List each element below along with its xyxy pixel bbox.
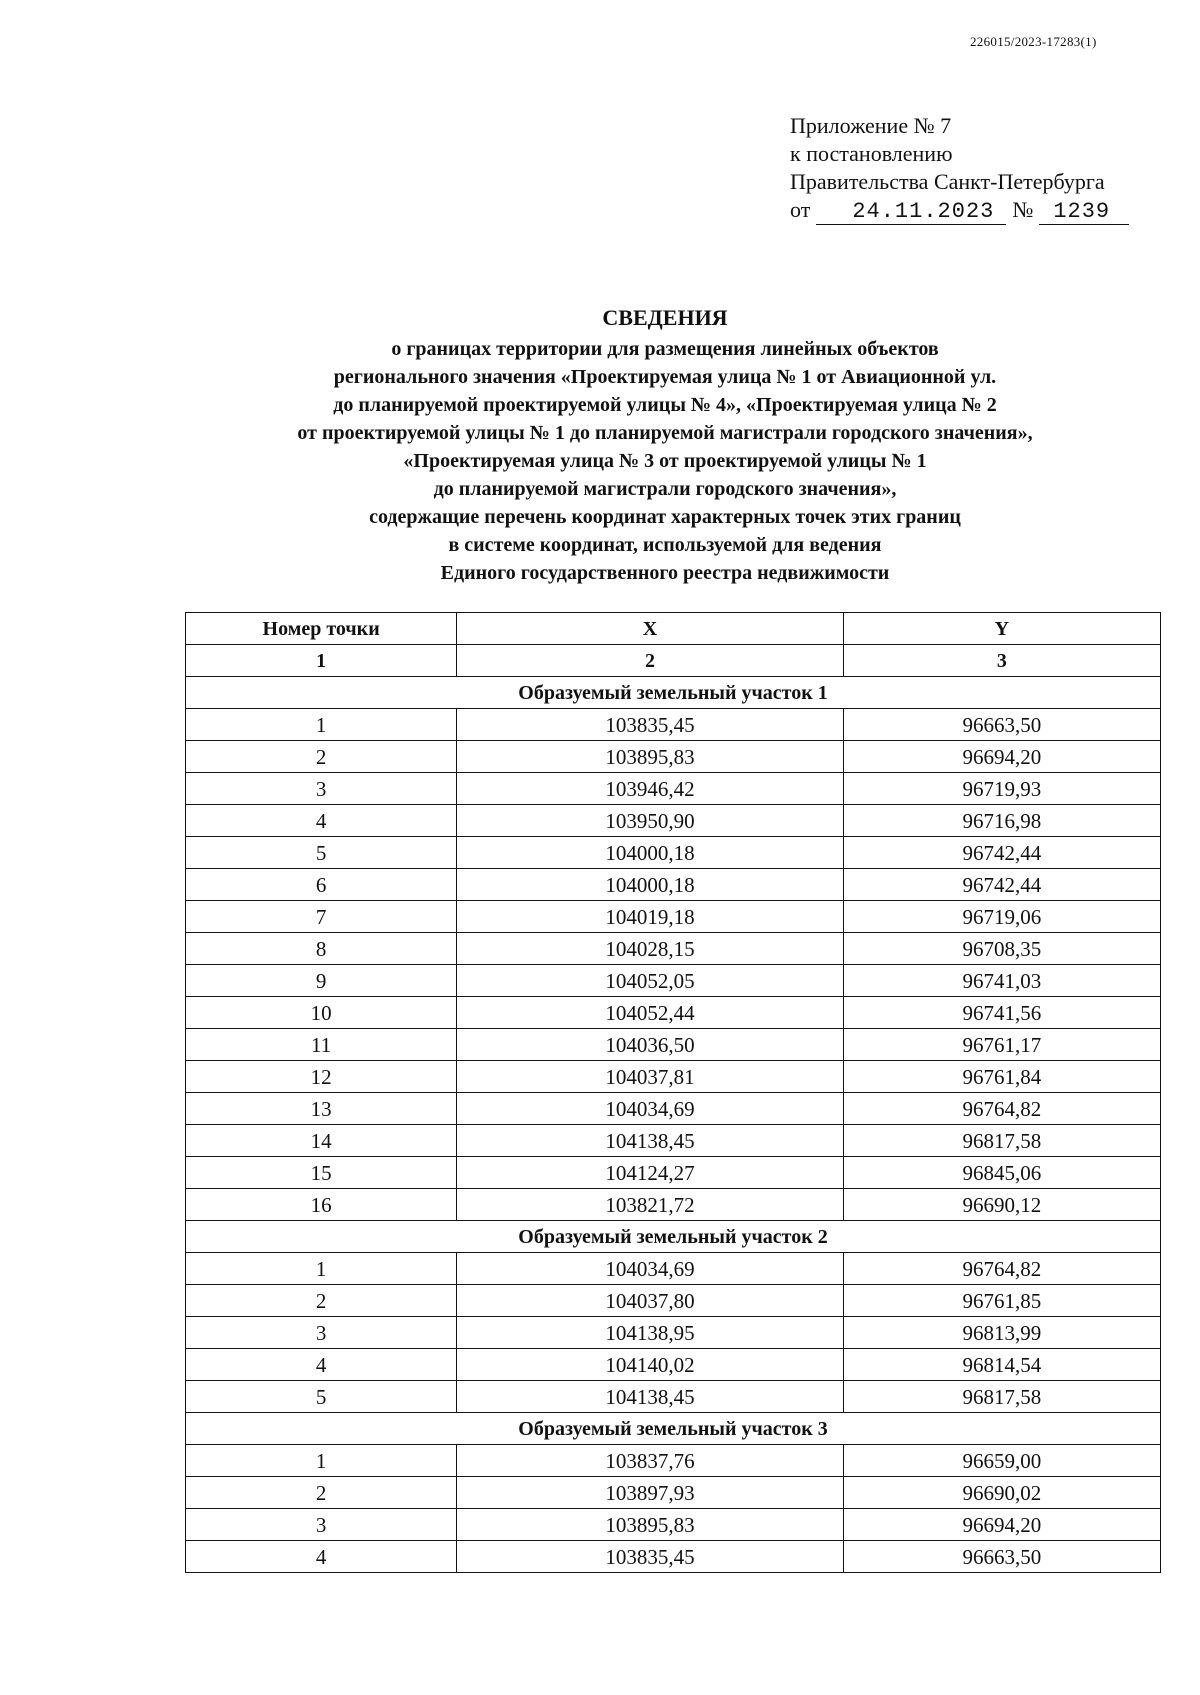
y-coordinate-cell: 96764,82 [843, 1253, 1160, 1285]
y-coordinate-cell: 96761,85 [843, 1285, 1160, 1317]
point-number-cell: 12 [186, 1061, 457, 1093]
table-row [186, 1541, 1161, 1573]
point-number-cell: 10 [186, 997, 457, 1029]
x-coordinate-cell: 104036,50 [457, 1029, 843, 1061]
x-coordinate-cell: 104052,44 [457, 997, 843, 1029]
y-coordinate-cell: 96663,50 [843, 709, 1160, 741]
y-coordinate-cell: 96817,58 [843, 1125, 1160, 1157]
x-coordinate-cell: 104019,18 [457, 901, 843, 933]
table-row [186, 709, 1161, 741]
point-number-cell: 3 [186, 1509, 457, 1541]
resolution-number: 1239 [1039, 200, 1129, 225]
x-coordinate-cell: 103835,45 [457, 1541, 843, 1573]
y-coordinate-cell: 96708,35 [843, 933, 1160, 965]
point-number-cell: 2 [186, 1477, 457, 1509]
point-number-cell: 8 [186, 933, 457, 965]
x-coordinate-cell: 103895,83 [457, 741, 843, 773]
x-coordinate-cell: 104028,15 [457, 933, 843, 965]
y-coordinate-cell: 96719,06 [843, 901, 1160, 933]
subtitle-line: от проектируемой улицы № 1 до планируемой магистрали городского значения», [297, 422, 1033, 444]
y-coordinate-cell: 96690,12 [843, 1189, 1160, 1221]
table-body [186, 677, 1161, 1573]
document-title: СВЕДЕНИЯ [602, 305, 728, 330]
x-coordinate-cell: 103895,83 [457, 1509, 843, 1541]
table-row [186, 1285, 1161, 1317]
table-row [186, 1157, 1161, 1189]
subtitle-line: до планируемой магистрали городского значения», [433, 478, 897, 500]
x-coordinate-cell: 104034,69 [457, 1093, 843, 1125]
resolution-date: 24.11.2023 [816, 200, 1006, 225]
y-coordinate-cell: 96716,98 [843, 805, 1160, 837]
point-number-cell: 16 [186, 1189, 457, 1221]
y-coordinate-cell: 96813,99 [843, 1317, 1160, 1349]
column-index: 2 [457, 645, 843, 677]
y-coordinate-cell: 96845,06 [843, 1157, 1160, 1189]
table-row [186, 1093, 1161, 1125]
table-row [186, 901, 1161, 933]
section-title: Образуемый земельный участок 2 [186, 1221, 1161, 1253]
x-coordinate-cell: 104034,69 [457, 1253, 843, 1285]
point-number-cell: 4 [186, 805, 457, 837]
y-coordinate-cell: 96659,00 [843, 1445, 1160, 1477]
x-coordinate-cell: 103821,72 [457, 1189, 843, 1221]
y-coordinate-cell: 96742,44 [843, 869, 1160, 901]
point-number-cell: 6 [186, 869, 457, 901]
x-coordinate-cell: 103950,90 [457, 805, 843, 837]
x-coordinate-cell: 104124,27 [457, 1157, 843, 1189]
table-row [186, 965, 1161, 997]
table-row [186, 741, 1161, 773]
y-coordinate-cell: 96663,50 [843, 1541, 1160, 1573]
y-coordinate-cell: 96761,17 [843, 1029, 1160, 1061]
appendix-line-2: к постановлению [790, 141, 953, 166]
point-number-cell: 1 [186, 1445, 457, 1477]
table-row [186, 1253, 1161, 1285]
y-coordinate-cell: 96814,54 [843, 1349, 1160, 1381]
y-coordinate-cell: 96761,84 [843, 1061, 1160, 1093]
table-row [186, 1029, 1161, 1061]
point-number-cell: 2 [186, 1285, 457, 1317]
x-coordinate-cell: 103946,42 [457, 773, 843, 805]
table-row [186, 1317, 1161, 1349]
point-number-cell: 4 [186, 1349, 457, 1381]
table-row [186, 1509, 1161, 1541]
subtitle-line: содержащие перечень координат характерных точек этих границ [369, 506, 961, 528]
point-number-cell: 13 [186, 1093, 457, 1125]
x-coordinate-cell: 104000,18 [457, 837, 843, 869]
table-row [186, 1445, 1161, 1477]
x-coordinate-cell: 104138,95 [457, 1317, 843, 1349]
table-row [186, 773, 1161, 805]
subtitle-line: Единого государственного реестра недвижимости [440, 562, 890, 584]
y-coordinate-cell: 96741,03 [843, 965, 1160, 997]
coordinates-table [185, 612, 1161, 1573]
x-coordinate-cell: 104140,02 [457, 1349, 843, 1381]
document-subtitle [140, 335, 1190, 587]
x-coordinate-cell: 104000,18 [457, 869, 843, 901]
column-index-row [186, 645, 1161, 677]
point-number-cell: 1 [186, 709, 457, 741]
table-row [186, 805, 1161, 837]
point-number-cell: 4 [186, 1541, 457, 1573]
x-coordinate-cell: 104138,45 [457, 1381, 843, 1413]
point-number-cell: 2 [186, 741, 457, 773]
x-coordinate-cell: 104138,45 [457, 1125, 843, 1157]
table-row [186, 1061, 1161, 1093]
table-row [186, 1477, 1161, 1509]
section-title: Образуемый земельный участок 3 [186, 1413, 1161, 1445]
section-title: Образуемый земельный участок 1 [186, 677, 1161, 709]
table-header-row [186, 613, 1161, 645]
x-coordinate-cell: 103835,45 [457, 709, 843, 741]
table-row [186, 1189, 1161, 1221]
point-number-cell: 7 [186, 901, 457, 933]
y-coordinate-cell: 96719,93 [843, 773, 1160, 805]
x-coordinate-cell: 103837,76 [457, 1445, 843, 1477]
appendix-line-3: Правительства Санкт-Петербурга [790, 169, 1105, 194]
header-y: Y [843, 613, 1160, 645]
section-header-row [186, 1413, 1161, 1445]
point-number-cell: 11 [186, 1029, 457, 1061]
section-header-row [186, 677, 1161, 709]
point-number-cell: 14 [186, 1125, 457, 1157]
column-index: 1 [186, 645, 457, 677]
date-prefix: от [790, 197, 811, 222]
x-coordinate-cell: 103897,93 [457, 1477, 843, 1509]
subtitle-line: в системе координат, используемой для ведения [448, 534, 882, 556]
appendix-date-line [790, 196, 1190, 225]
y-coordinate-cell: 96690,02 [843, 1477, 1160, 1509]
subtitle-line: «Проектируемая улица № 3 от проектируемой улицы № 1 [403, 450, 927, 472]
table-row [186, 837, 1161, 869]
table-row [186, 997, 1161, 1029]
y-coordinate-cell: 96764,82 [843, 1093, 1160, 1125]
y-coordinate-cell: 96817,58 [843, 1381, 1160, 1413]
document-registration-number: 226015/2023-17283(1) [970, 34, 1097, 49]
y-coordinate-cell: 96741,56 [843, 997, 1160, 1029]
point-number-cell: 5 [186, 837, 457, 869]
header-point-number: Номер точки [186, 613, 457, 645]
x-coordinate-cell: 104037,81 [457, 1061, 843, 1093]
point-number-cell: 3 [186, 773, 457, 805]
y-coordinate-cell: 96742,44 [843, 837, 1160, 869]
subtitle-line: о границах территории для размещения линейных объектов [391, 338, 939, 360]
table-row [186, 1125, 1161, 1157]
point-number-cell: 1 [186, 1253, 457, 1285]
table-row [186, 933, 1161, 965]
x-coordinate-cell: 104052,05 [457, 965, 843, 997]
subtitle-line: до планируемой проектируемой улицы № 4», «Проектируемая улица № 2 [333, 394, 997, 416]
point-number-cell: 5 [186, 1381, 457, 1413]
x-coordinate-cell: 104037,80 [457, 1285, 843, 1317]
appendix-line-1: Приложение № 7 [790, 113, 952, 138]
appendix-block [790, 112, 1190, 225]
table-row [186, 1381, 1161, 1413]
table-row [186, 1349, 1161, 1381]
point-number-cell: 3 [186, 1317, 457, 1349]
number-prefix: № [1012, 197, 1034, 222]
y-coordinate-cell: 96694,20 [843, 1509, 1160, 1541]
section-header-row [186, 1221, 1161, 1253]
column-index: 3 [843, 645, 1160, 677]
header-x: X [457, 613, 843, 645]
table-row [186, 869, 1161, 901]
subtitle-line: регионального значения «Проектируемая улица № 1 от Авиационной ул. [333, 366, 997, 388]
y-coordinate-cell: 96694,20 [843, 741, 1160, 773]
point-number-cell: 15 [186, 1157, 457, 1189]
point-number-cell: 9 [186, 965, 457, 997]
